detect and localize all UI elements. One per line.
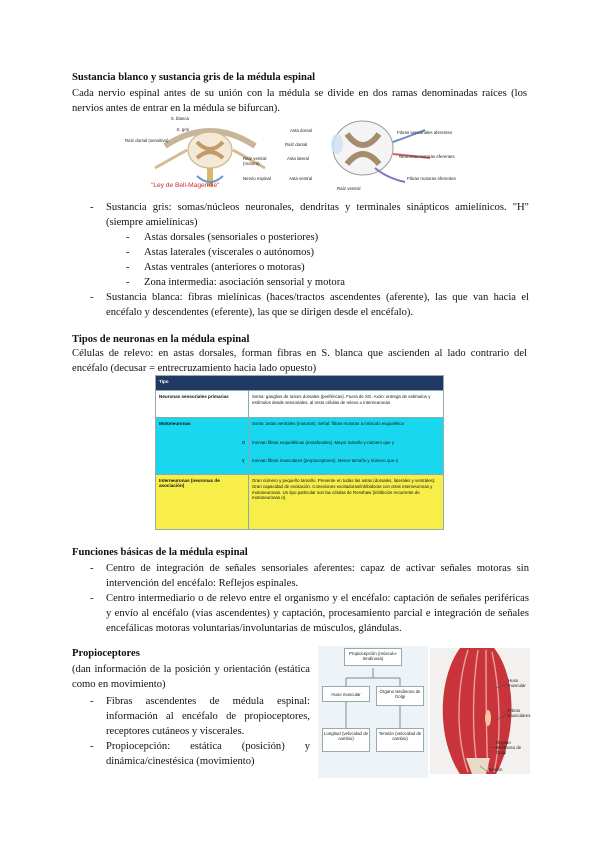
list-item: - Propiocepción: estática (posición) y dinámica/cinestésica (movimiento) [74,739,310,769]
fig-label-dorsal-horn: Asta dorsal [290,128,312,133]
section1-subbullets [74,230,529,290]
fig-label-white: S. blanca [170,116,189,121]
bell-magendie-caption: "Ley de Bell-Magendie" [151,182,220,189]
neuron-types-table [155,375,444,530]
fig-label-dorsal-root-r: Raíz dorsal [285,142,308,147]
diagram-box-root: Propiocepción (músculo-tendinosa) [344,648,402,666]
table-cell-alpha: Inervan fibras esqueléticas (extrafusales). Mayor tamaño y número que γ [252,440,395,445]
section4-intro: (dan información de la posición y orientación (estática como en movimiento) [72,664,310,690]
section4-bullets [74,694,310,769]
table-cell-desc: Soma: astas ventrales (motoras). Señal: fibras motoras a músculo esquelético [252,421,405,426]
section2-title: Tipos de neuronas en la médula espinal [72,334,250,345]
list-item: - Centro de integración de señales sensoriales aferentes: capaz de activar señales motoras sin intervención del encéfalo: Reflejos espinales. [74,561,529,591]
fig-label-ventral-root-r: Raíz ventral [337,186,361,191]
fig-label-ventral-horn: Asta ventral [289,176,313,181]
spinal-cord-figure [125,116,465,196]
section3-bullets [74,561,529,636]
muscle-label-spindle: Huso muscular [508,678,526,688]
list-item: - Astas dorsales (sensoriales o posteriores) [74,230,529,245]
section4-title: Propioceptores [72,648,140,659]
table-cell-desc: Gran número y pequeño tamaño. Presente en todas las astas (dorsales, laterales y ventrales). Gran capacidad de excitación. Conexiones excitadoras/inhibidoras con otras interneuronas y motoneuronas. Un tipo particular son las células de Renshaw (inhibición recurrente de motoneuronas α) [252,478,436,501]
list-item: - Centro intermediario o de relevo entre el organismo y el encéfalo: captación de señales periféricas y envío al encéfalo (vías ascendentes) y captación, procesamiento parcial e integración de señales encefálicas motoras voluntarias/involuntarias de músculos, glándulas. [74,591,529,636]
list-item: - Sustancia blanca: fibras mielínicas (haces/tractos ascendentes (aferente), las que van hacia el encéfalo y descendentes (eferente), las que se dirigen desde el encéfalo). [74,290,529,320]
fig-label-motor-neurons: Neuronas motoras eferentes [399,154,455,159]
section3-title: Funciones básicas de la médula espinal [72,547,248,558]
fig-label-spinal-nerve: Nervio espinal [243,176,271,181]
list-item: - Astas laterales (viscerales o autónomos) [74,245,529,260]
muscle-label-tendon: Tendón [488,767,503,772]
table-row [156,391,443,418]
section1-bullets-2 [74,290,529,320]
section1-intro: Cada nervio espinal antes de su unión con la médula se divide en dos ramas denominadas raíces (los nervios antes de entrar en la médula se bifurcan). [72,88,527,114]
fig-label-efferent: Fibras motoras eferentes [407,176,456,181]
proprioception-diagram [318,646,428,778]
table-cell-gamma: Inervan fibras musculares (propioceptores). Menor tamaño y número que α [252,458,399,463]
diagram-box-length: Longitud (velocidad de cambio) [322,728,370,752]
table-cell-type: Interneuronas (neuronas de asociación) [159,478,220,489]
muscle-label-golgi: Órgano tendinoso de Golgi [496,740,522,755]
fig-label-lateral-horn: Asta lateral [287,156,309,161]
list-item: - Zona intermedia: asociación sensorial y motora [74,275,529,290]
section1-title: Sustancia blanco y sustancia gris de la médula espinal [72,72,316,83]
list-item: - Sustancia gris: somas/núcleos neuronales, dendritas y terminales sinápticos amielínicos. "H" (siempre amielínicas) [74,200,529,230]
table-cell-type: Neuronas sensoriales primarias [159,394,229,399]
muscle-label-fibers: Fibras musculares [508,708,531,718]
table-row [156,475,443,529]
fig-label-ventral-root: Raíz ventral (motora) [243,156,267,166]
gamma-symbol: γ [242,458,245,464]
table-header: Tipo [159,379,169,384]
alpha-symbol: α [242,440,245,446]
table-row [156,418,443,475]
diagram-box-golgi: Órgano tendinoso de Golgi [376,686,424,706]
fig-label-gray: S. gris [176,127,189,132]
fig-label-afferent: Fibras sensoriales aferentes [397,130,453,135]
diagram-box-tension: Tensión (velocidad de cambio) [376,728,424,752]
muscle-figure [430,648,530,774]
table-cell-type: Motoneuronas [159,421,191,426]
fig-label-dorsal-root: Raíz dorsal (sensitiva) [125,138,169,143]
section1-bullets [74,200,529,230]
list-item: - Astas ventrales (anteriores o motoras) [74,260,529,275]
section2-intro: Células de relevo: en astas dorsales, forman fibras en S. blanca que ascienden al lado contrario del encéfalo (decusar = entrecruzamiento hacia lado opuesto) [72,348,527,374]
list-item: - Fibras ascendentes de médula espinal: información al encéfalo de propioceptores, receptores cutáneos y viscerales. [74,694,310,739]
table-cell-desc: Soma: ganglios de raíces dorsales (periféricas). Fuera de SG. Axón: entrega de estímulos y estímulos desde sensoriales, al resto células de relevo o interneuronas [252,394,431,405]
table-header-row [156,376,443,391]
diagram-box-spindle: Huso muscular [322,686,370,702]
